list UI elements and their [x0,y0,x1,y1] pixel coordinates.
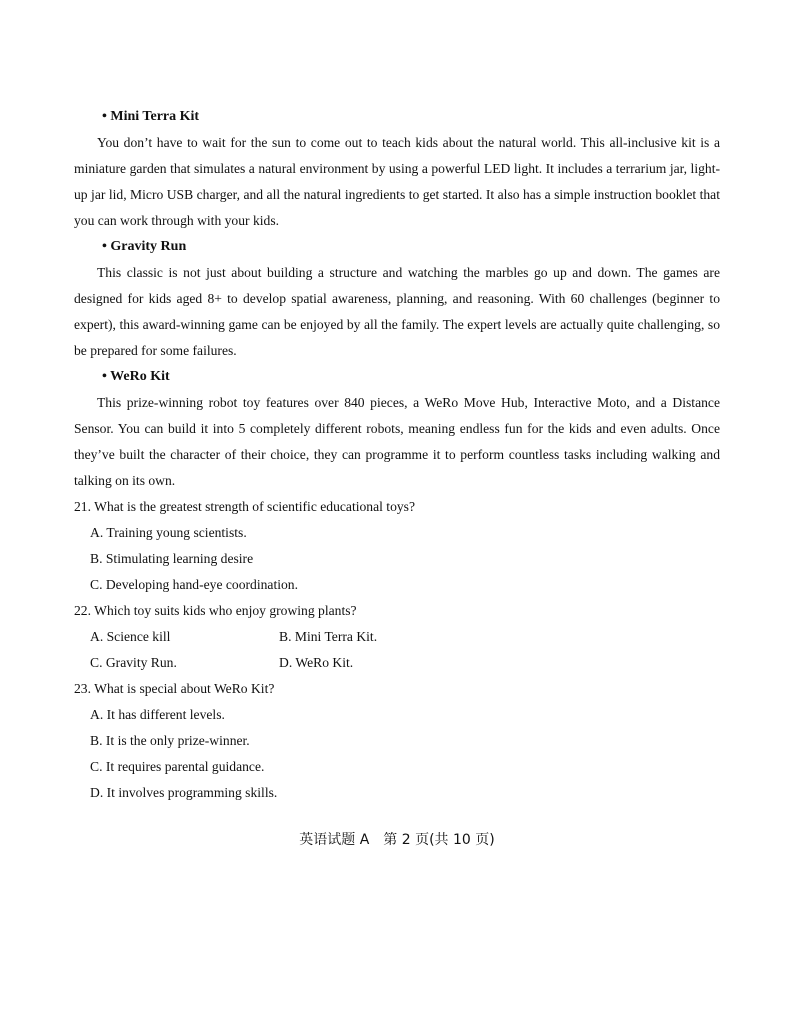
page-content [74,104,720,806]
question-23 [74,676,720,806]
answer-option: D. WeRo Kit. [279,655,354,670]
page-footer: 英语试题 A 第 2 页(共 10 页) [299,832,495,848]
question-stem: 22. Which toy suits kids who enjoy growing plants? [74,603,357,618]
section-gravity-run [74,234,720,364]
answer-option: A. Training young scientists. [90,525,247,540]
answer-option: C. Gravity Run. [90,655,177,670]
section-paragraph: This prize-winning robot toy features over 840 pieces, a WeRo Move Hub, Interactive Moto, and a Distance Sensor. You can build it into 5 completely different robots, meaning endless fun for the kids and even adults. Once they’ve built the character of their choice, they can programme it to perform countless tasks including walking and talking on its own. [74,395,720,488]
section-mini-terra-kit [74,104,720,234]
answer-option: C. It requires parental guidance. [90,759,265,774]
section-heading: • Gravity Run [102,239,187,254]
answer-option: A. It has different levels. [90,707,225,722]
answer-option: D. It involves programming skills. [90,785,278,800]
answer-option: B. Mini Terra Kit. [279,629,378,644]
section-paragraph: This classic is not just about building a structure and watching the marbles go up and down. The games are designed for kids aged 8+ to develop spatial awareness, planning, and reasoning. With 60 challenges (beginner to expert), this award-winning game can be enjoyed by all the family. The expert levels are actually quite challenging, so be prepared for some failures. [74,265,720,358]
section-wero-kit [74,364,720,494]
section-heading: • Mini Terra Kit [102,109,200,124]
answer-option: C. Developing hand-eye coordination. [90,577,299,592]
answer-option: B. Stimulating learning desire [90,551,254,566]
question-21 [74,494,720,598]
question-22 [74,598,720,676]
answer-option-row [74,624,720,650]
answer-option: A. Science kill [90,629,171,644]
question-stem: 23. What is special about WeRo Kit? [74,681,275,696]
section-paragraph: You don’t have to wait for the sun to come out to teach kids about the natural world. This all-inclusive kit is a miniature garden that simulates a natural environment by using a powerful LED light. It includes a terrarium jar, light-up jar lid, Micro USB charger, and all the natural ingredients to get started. It also has a simple instruction booklet that you can work through with your kids. [74,135,720,228]
question-stem: 21. What is the greatest strength of scientific educational toys? [74,499,415,514]
section-heading: • WeRo Kit [102,369,170,384]
answer-option-row [74,650,720,676]
answer-option: B. It is the only prize-winner. [90,733,250,748]
